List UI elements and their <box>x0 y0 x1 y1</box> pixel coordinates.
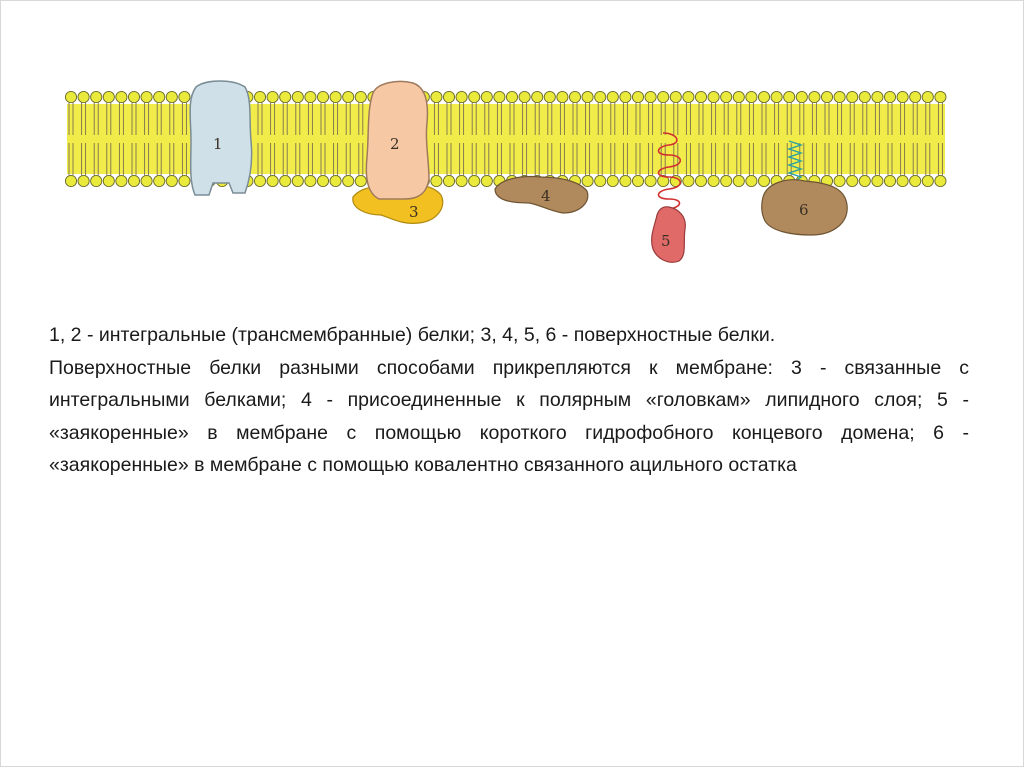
lipid-head <box>809 91 820 102</box>
lipid-head <box>595 175 606 186</box>
lipid-head <box>116 91 127 102</box>
lipid-head <box>355 91 366 102</box>
lipid-head <box>607 91 618 102</box>
lipid-head <box>116 175 127 186</box>
lipid-head <box>292 91 303 102</box>
lipid-head <box>481 91 492 102</box>
lipid-head <box>179 175 190 186</box>
lipid-head <box>884 91 895 102</box>
lipid-head <box>91 91 102 102</box>
lipid-head <box>267 91 278 102</box>
lipid-head <box>658 91 669 102</box>
lipid-head <box>431 175 442 186</box>
lipid-head <box>683 91 694 102</box>
lipid-head <box>317 91 328 102</box>
lipid-head <box>103 91 114 102</box>
lipid-head <box>506 91 517 102</box>
lipid-head <box>65 175 76 186</box>
lipid-head <box>620 175 631 186</box>
lipid-head <box>494 91 505 102</box>
lipid-head <box>645 175 656 186</box>
lipid-head <box>935 91 946 102</box>
membrane-diagram <box>1 1 1024 301</box>
lipid-head <box>884 175 895 186</box>
lipid-head <box>683 175 694 186</box>
lipid-head <box>708 175 719 186</box>
caption-line-1: 1, 2 - интегральные (трансмембранные) белки; 3, 4, 5, 6 - поверхностные белки. <box>49 324 776 346</box>
lipid-head <box>65 91 76 102</box>
lipid-head <box>620 91 631 102</box>
lipid-head <box>859 91 870 102</box>
lipid-head <box>154 175 165 186</box>
lipid-head <box>758 91 769 102</box>
lipid-head <box>431 91 442 102</box>
lipid-head <box>695 91 706 102</box>
lipid-head <box>305 91 316 102</box>
protein-3-label: 3 <box>409 203 419 221</box>
lipid-head <box>758 175 769 186</box>
lipid-head <box>254 91 265 102</box>
lipid-head <box>330 91 341 102</box>
lipid-head <box>821 91 832 102</box>
lipid-head <box>910 91 921 102</box>
lipid-head <box>305 175 316 186</box>
lipid-head <box>292 175 303 186</box>
lipid-head <box>443 175 454 186</box>
lipid-head <box>469 91 480 102</box>
lipid-head <box>355 175 366 186</box>
lipid-head <box>721 91 732 102</box>
lipid-head <box>469 175 480 186</box>
lipid-head <box>582 91 593 102</box>
lipid-head <box>557 91 568 102</box>
protein-4-label: 4 <box>541 187 551 205</box>
lipid-head <box>632 91 643 102</box>
lipid-head <box>128 175 139 186</box>
lipid-head <box>645 91 656 102</box>
caption <box>49 319 969 482</box>
lipid-head <box>128 91 139 102</box>
lipid-head <box>179 91 190 102</box>
lipid-head <box>922 175 933 186</box>
lipid-head <box>897 175 908 186</box>
protein-2-label: 2 <box>390 135 400 153</box>
lipid-head <box>607 175 618 186</box>
lipid-head <box>103 175 114 186</box>
lipid-head <box>519 91 530 102</box>
lipid-head <box>280 91 291 102</box>
lipid-head <box>154 91 165 102</box>
lipid-head <box>721 175 732 186</box>
lipid-head <box>141 175 152 186</box>
lipid-head <box>544 91 555 102</box>
lipid-head <box>784 91 795 102</box>
lipid-head <box>330 175 341 186</box>
lipid-head <box>595 91 606 102</box>
lipid-head <box>872 91 883 102</box>
lipid-head <box>834 175 845 186</box>
lipid-head <box>632 175 643 186</box>
lipid-head <box>343 91 354 102</box>
lipid-head <box>280 175 291 186</box>
lipid-head <box>771 91 782 102</box>
lipid-head <box>582 175 593 186</box>
lipid-head <box>254 175 265 186</box>
lipid-head <box>670 91 681 102</box>
protein-1-label: 1 <box>213 135 223 153</box>
protein-1-integral <box>190 81 252 195</box>
lipid-head <box>847 91 858 102</box>
protein-5-label: 5 <box>661 232 671 250</box>
lipid-head <box>872 175 883 186</box>
lipid-head <box>922 91 933 102</box>
protein-4-peripheral <box>495 177 588 214</box>
lipid-head <box>532 91 543 102</box>
lipid-head <box>859 175 870 186</box>
lipid-head <box>695 175 706 186</box>
lipid-head <box>141 91 152 102</box>
lipid-head <box>847 175 858 186</box>
lipid-head <box>733 91 744 102</box>
lipid-head <box>481 175 492 186</box>
lipid-head <box>166 175 177 186</box>
lipid-head <box>78 91 89 102</box>
lipid-head <box>78 175 89 186</box>
lipid-head <box>91 175 102 186</box>
lipid-head <box>456 175 467 186</box>
lipid-head <box>746 175 757 186</box>
protein-2-integral <box>366 81 429 199</box>
lipid-head <box>733 175 744 186</box>
caption-paragraph: Поверхностные белки разными способами прикрепляются к мембране: 3 - связанные с интегральными белками; 4 - присоединенные к полярным «головкам» липидного слоя; 5 - «заякоренные» в мембране с помощью короткого гидрофобного концевого домена; 6 - «заякоренные» в мембране с помощью ковалентно связанного ацильного остатка <box>49 356 969 476</box>
lipid-head <box>910 175 921 186</box>
lipid-head <box>317 175 328 186</box>
lipid-head <box>343 175 354 186</box>
lipid-head <box>708 91 719 102</box>
lipid-head <box>569 91 580 102</box>
lipid-head <box>897 91 908 102</box>
lipid-head <box>746 91 757 102</box>
lipid-head <box>267 175 278 186</box>
lipid-head <box>456 91 467 102</box>
lipid-head <box>166 91 177 102</box>
lipid-head <box>935 175 946 186</box>
lipid-head <box>834 91 845 102</box>
lipid-head <box>796 91 807 102</box>
protein-6-label: 6 <box>799 201 809 219</box>
lipid-head <box>443 91 454 102</box>
